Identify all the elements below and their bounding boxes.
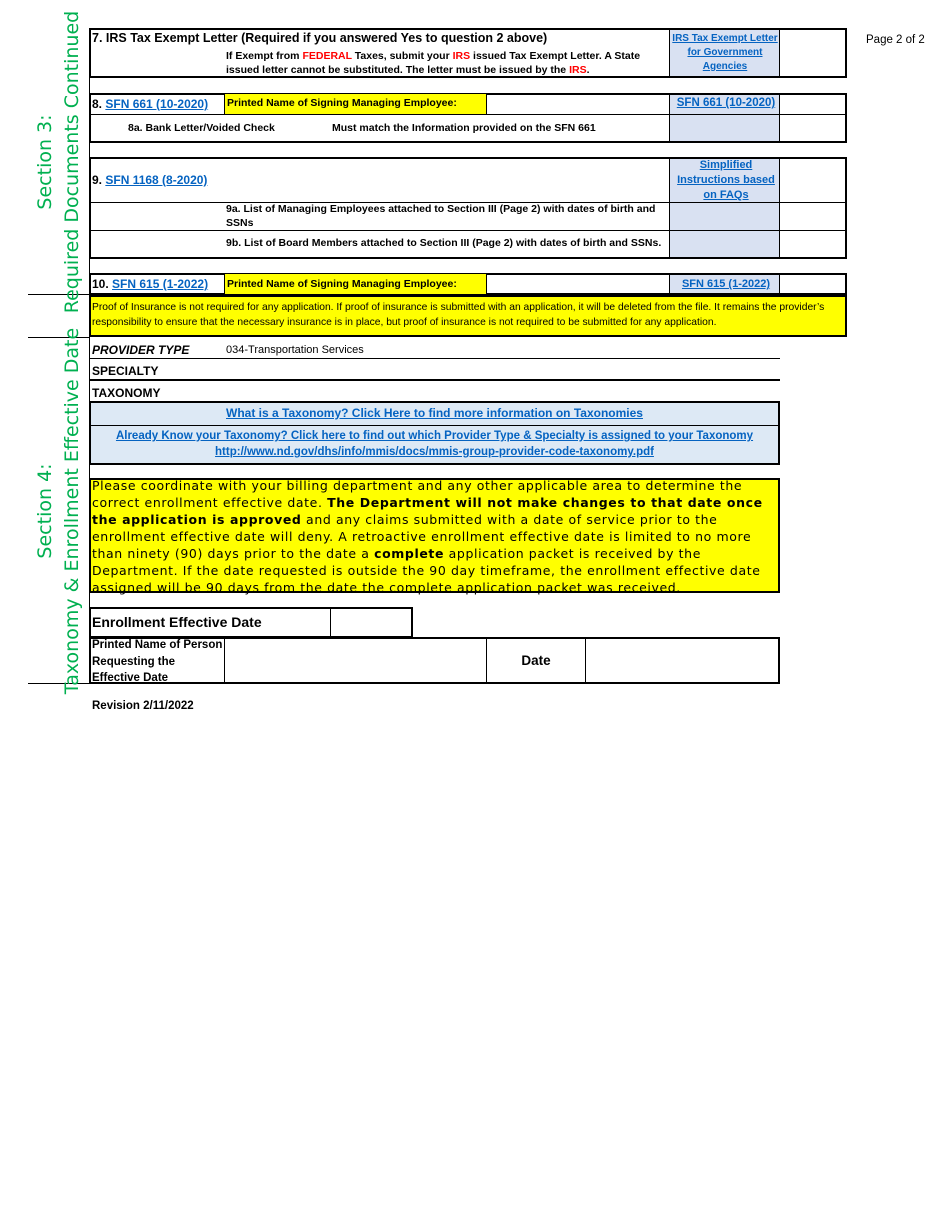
revision-label: Revision 2/11/2022 <box>92 700 194 712</box>
effective-date-input[interactable] <box>332 609 411 636</box>
item8-signer-label: Printed Name of Signing Managing Employee: <box>227 97 457 109</box>
item7-note-a: If Exempt from <box>226 50 303 62</box>
item7-note <box>226 49 666 77</box>
item10-signer-label: Printed Name of Signing Managing Employee: <box>227 278 457 290</box>
item10-right-link[interactable]: SFN 615 (1-2022) <box>681 278 771 290</box>
section3-title-line2: Required Documents Continued <box>61 10 84 313</box>
item9-label <box>92 173 207 187</box>
item7-irs1: IRS <box>452 50 471 62</box>
section3-title-line1: Section 3: <box>34 113 57 210</box>
item7-heading: 7. IRS Tax Exempt Letter (Required if you answered Yes to question 2 above) <box>92 31 548 45</box>
item7-note-c: issued Tax Exempt Letter. A State issued letter cannot be substituted. The letter must be issued by the <box>226 50 641 76</box>
item8a-cell <box>670 115 780 141</box>
section3-title <box>28 10 90 313</box>
notice-bold2: complete <box>374 546 445 561</box>
section4-title <box>28 327 90 694</box>
printed-name-label: Printed Name of Person Requesting the Effective Date <box>92 639 223 684</box>
provider-type-value: 034-Transportation Services <box>226 344 364 356</box>
item7-note-b: Taxes, submit your <box>351 50 453 62</box>
section4-title-line2: Taxonomy & Enrollment Effective Date <box>61 327 83 694</box>
item8-form-link[interactable]: SFN 661 (10-2020) <box>105 97 209 111</box>
item7-federal: FEDERAL <box>302 50 352 62</box>
insurance-note: Proof of Insurance is not required for any application. If proof of insurance is submitted with an application, it will be deleted from the file. It remains the provider’s responsibility to ensure that the necessary insurance is in place, but proof of insurance is not required to be submitted for any application. <box>92 302 825 328</box>
item8a-note: Must match the Information provided on the SFN 661 <box>332 122 596 134</box>
taxonomy-info-link[interactable]: What is a Taxonomy? Click Here to find more information on Taxonomies <box>226 406 643 420</box>
item7-note-d: . <box>586 64 590 76</box>
item9-number: 9. <box>92 173 103 187</box>
taxonomy-label: TAXONOMY <box>92 386 161 400</box>
item9a-label: 9a. List of Managing Employees attached to Section III (Page 2) with dates of birth and SSNs <box>226 203 656 229</box>
item9b-label: 9b. List of Board Members attached to Section III (Page 2) with dates of birth and SSNs. <box>226 237 662 249</box>
item8a-label: 8a. Bank Letter/Voided Check <box>128 122 275 134</box>
item8-number: 8. <box>92 97 103 111</box>
notice-part3: application packet is received by the Department. If the date requested is outside the 90 day timeframe, the enrollment effective date assigned will be 90 days from the date the complete application packet was received. <box>92 546 761 595</box>
effective-date-notice <box>92 477 778 596</box>
notice-part1: Please coordinate with your billing department and any other applicable area to determine the correct enrollment effective date. <box>92 478 743 510</box>
specialty-label: SPECIALTY <box>92 364 159 378</box>
provider-type-label: PROVIDER TYPE <box>92 343 190 357</box>
item9-form-link[interactable]: SFN 1168 (8-2020) <box>105 173 208 187</box>
section4-title-line1: Section 4: <box>34 462 56 559</box>
item10-number: 10. <box>92 277 109 291</box>
item9-faq-link[interactable]: Simplified Instructions based on FAQs <box>677 159 775 201</box>
taxonomy-lookup-link-text[interactable]: Already Know your Taxonomy? Click here to find out which Provider Type & Specialty is assigned to your Taxonomy <box>115 430 754 442</box>
item8-label <box>92 97 208 111</box>
item8-right-link[interactable]: SFN 661 (10-2020) <box>676 97 776 109</box>
date-label: Date <box>521 653 551 668</box>
item10-form-link[interactable]: SFN 615 (1-2022) <box>112 277 209 291</box>
notice-part2: and any claims submitted with a date of service prior to the enrollment effective date will deny. A retroactive enrollment effective date is limited to no more than ninety (90) days prior to the date a <box>92 512 752 561</box>
printed-name-input[interactable] <box>226 639 485 682</box>
item7-irs2: IRS <box>569 64 587 76</box>
item9a-cell <box>670 203 780 230</box>
item7-irs-link[interactable]: IRS Tax Exempt Letter for Government Agencies <box>672 33 778 72</box>
item10-label <box>92 277 208 291</box>
effective-date-label: Enrollment Effective Date <box>92 614 262 630</box>
page-number: Page 2 of 2 <box>866 34 925 46</box>
notice-bold1: The Department will not make changes to that date once the application is approved <box>92 495 763 527</box>
date-input[interactable] <box>587 639 778 682</box>
item9b-cell <box>670 231 780 257</box>
taxonomy-lookup-url[interactable]: http://www.nd.gov/dhs/info/mmis/docs/mmis-group-provider-code-taxonomy.pdf <box>215 446 654 458</box>
